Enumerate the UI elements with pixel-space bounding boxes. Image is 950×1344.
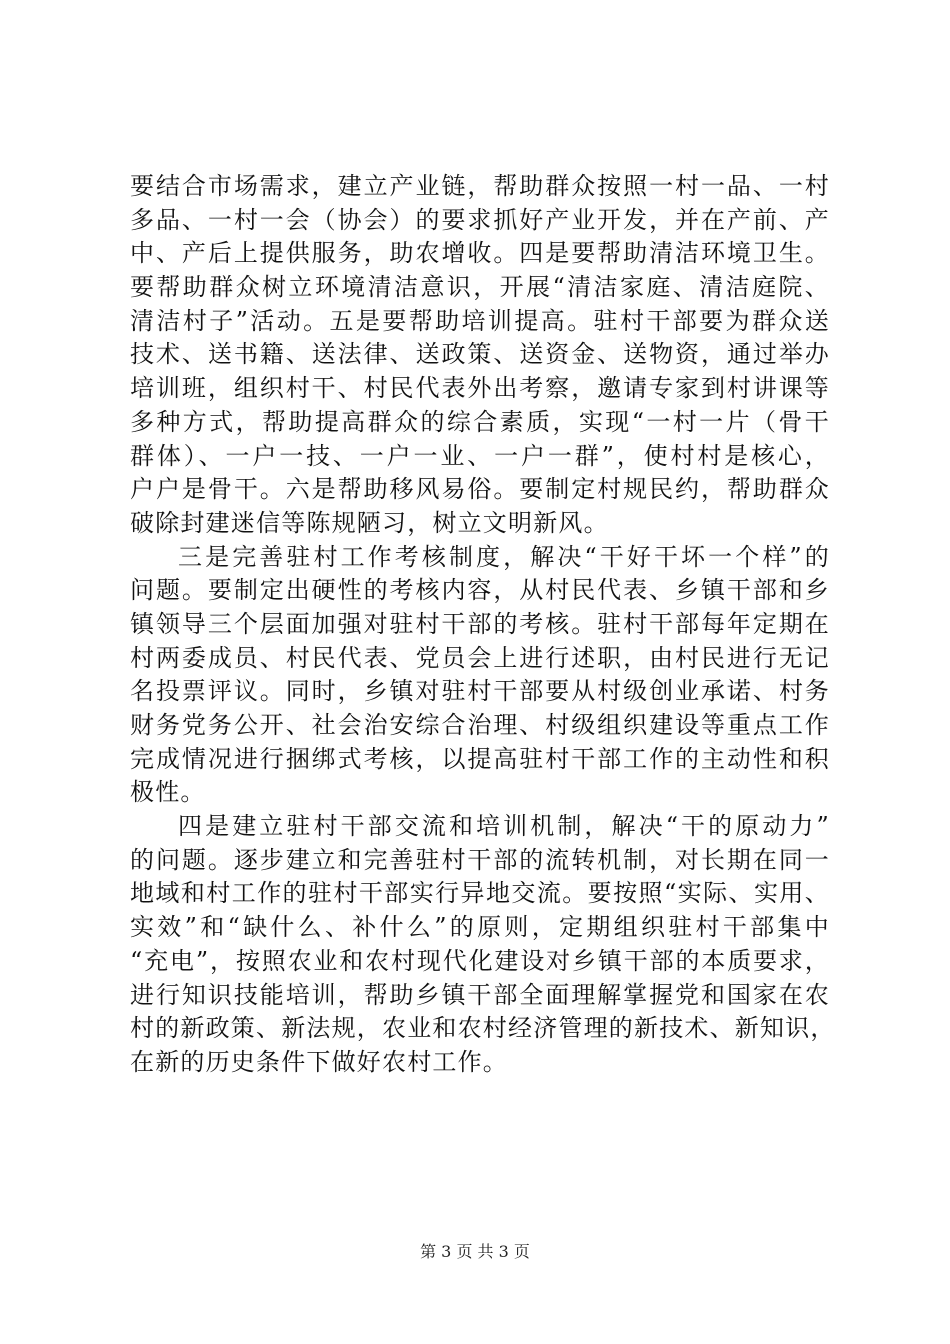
page-footer — [0, 1240, 950, 1264]
text-line: “充电”，按照农业和农村现代化建设对乡镇干部的本质要求， — [130, 946, 830, 975]
text-line: 财务党务公开、社会治安综合治理、村级组织建设等重点工作 — [130, 711, 830, 739]
text-line: 完成情况进行捆绑式考核，以提高驻村干部工作的主动性和积 — [130, 744, 830, 773]
text-line: 培训班，组织村干、村民代表外出考察，邀请专家到村讲课等 — [130, 374, 830, 403]
text-line: 多种方式，帮助提高群众的综合素质，实现“一村一片（骨干 — [130, 407, 830, 436]
text-line: 进行知识技能培训，帮助乡镇干部全面理解掌握党和国家在农 — [130, 980, 830, 1009]
text-line: 极性。 — [130, 778, 206, 807]
text-line: 群体）、一户一技、一户一业、一户一群”，使村村是核心， — [130, 441, 830, 470]
text-line: 在新的历史条件下做好农村工作。 — [130, 1047, 508, 1076]
text-line: 实效”和“缺什么、补什么”的原则，定期组织驻村干部集中 — [130, 913, 830, 942]
text-line: 技术、送书籍、送法律、送政策、送资金、送物资，通过举办 — [130, 340, 830, 369]
paragraph-start-line: 四是建立驻村干部交流和培训机制，解决“干的原动力” — [178, 812, 830, 841]
text-line: 要结合市场需求，建立产业链，帮助群众按照一村一品、一村 — [130, 172, 830, 200]
page-number-label: 第 3 页 共 3 页 — [420, 1242, 530, 1261]
text-line: 镇领导三个层面加强对驻村干部的考核。驻村干部每年定期在 — [130, 609, 830, 638]
text-line: 多品、一村一会（协会）的要求抓好产业开发，并在产前、产 — [130, 205, 830, 234]
text-line: 户户是骨干。六是帮助移风易俗。要制定村规民约，帮助群众 — [130, 475, 830, 504]
text-line: 要帮助群众树立环境清洁意识，开展“清洁家庭、清洁庭院、 — [130, 273, 830, 302]
text-line: 地域和村工作的驻村干部实行异地交流。要按照“实际、实用、 — [130, 879, 830, 908]
text-line: 破除封建迷信等陈规陋习，树立文明新风。 — [130, 508, 609, 537]
text-line: 名投票评议。同时，乡镇对驻村干部要从村级创业承诺、村务 — [130, 677, 830, 706]
document-body — [130, 170, 836, 1080]
paragraph-start-line: 三是完善驻村工作考核制度，解决“干好干坏一个样”的 — [178, 542, 830, 571]
text-line: 村两委成员、村民代表、党员会上进行述职，由村民进行无记 — [130, 643, 830, 672]
text-line: 清洁村子”活动。五是要帮助培训提高。驻村干部要为群众送 — [130, 306, 830, 335]
text-line: 中、产后上提供服务，助农增收。四是要帮助清洁环境卫生。 — [130, 239, 830, 268]
text-line: 的问题。逐步建立和完善驻村干部的流转机制，对长期在同一 — [130, 845, 830, 874]
text-line: 村的新政策、新法规，农业和农村经济管理的新技术、新知识， — [130, 1014, 836, 1043]
text-line: 问题。要制定出硬性的考核内容，从村民代表、乡镇干部和乡 — [130, 576, 830, 605]
